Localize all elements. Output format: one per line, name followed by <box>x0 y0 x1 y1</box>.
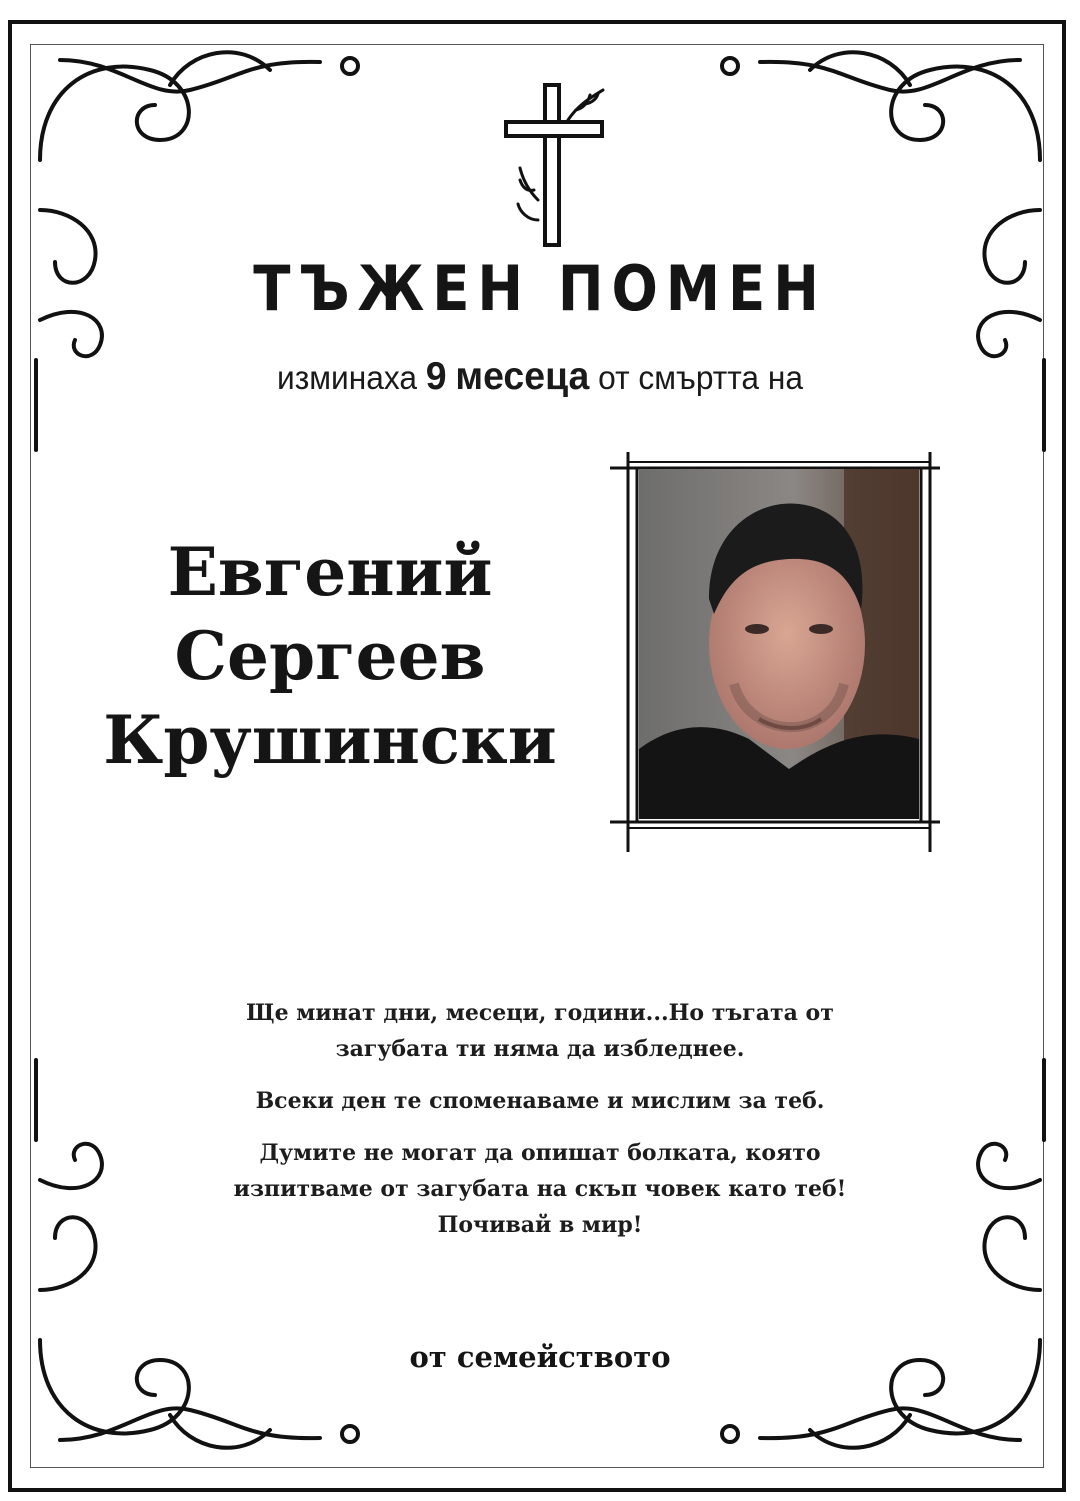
last-name: Крушински <box>103 701 557 779</box>
subtitle-space <box>447 359 456 396</box>
verse-line: Всеки ден те споменаваме и мислим за теб. <box>255 1088 825 1114</box>
notice-title: ТЪЖЕН ПОМЕН <box>253 252 827 325</box>
cross-with-leaves-icon <box>498 80 618 250</box>
family-signature: от семейството <box>409 1340 671 1374</box>
portrait-image <box>639 469 919 819</box>
patronymic: Сергеев <box>174 617 486 695</box>
deceased-name <box>60 530 600 782</box>
memorial-verse <box>150 995 930 1259</box>
verse-paragraph-2 <box>150 1083 930 1119</box>
verse-paragraph-3 <box>150 1135 930 1243</box>
subtitle-prefix: изминаха <box>277 359 426 396</box>
verse-line: Ще минат дни, месеци, години...Но тъгата от <box>246 1000 834 1026</box>
verse-line: Думите не могат да опишат болката, която <box>259 1140 821 1166</box>
first-name: Евгений <box>167 533 493 611</box>
notice-subtitle <box>22 355 1059 399</box>
verse-line: изпитваме от загубата на скъп човек като теб! <box>233 1176 847 1202</box>
portrait-photo <box>639 469 919 819</box>
subtitle-suffix: от смъртта на <box>589 359 803 396</box>
verse-line: загубата ти няма да избледнее. <box>335 1036 745 1062</box>
months-count: 9 <box>425 355 447 398</box>
months-unit: месеца <box>455 355 590 398</box>
verse-line: Почивай в мир! <box>437 1212 643 1238</box>
verse-paragraph-1 <box>150 995 930 1067</box>
